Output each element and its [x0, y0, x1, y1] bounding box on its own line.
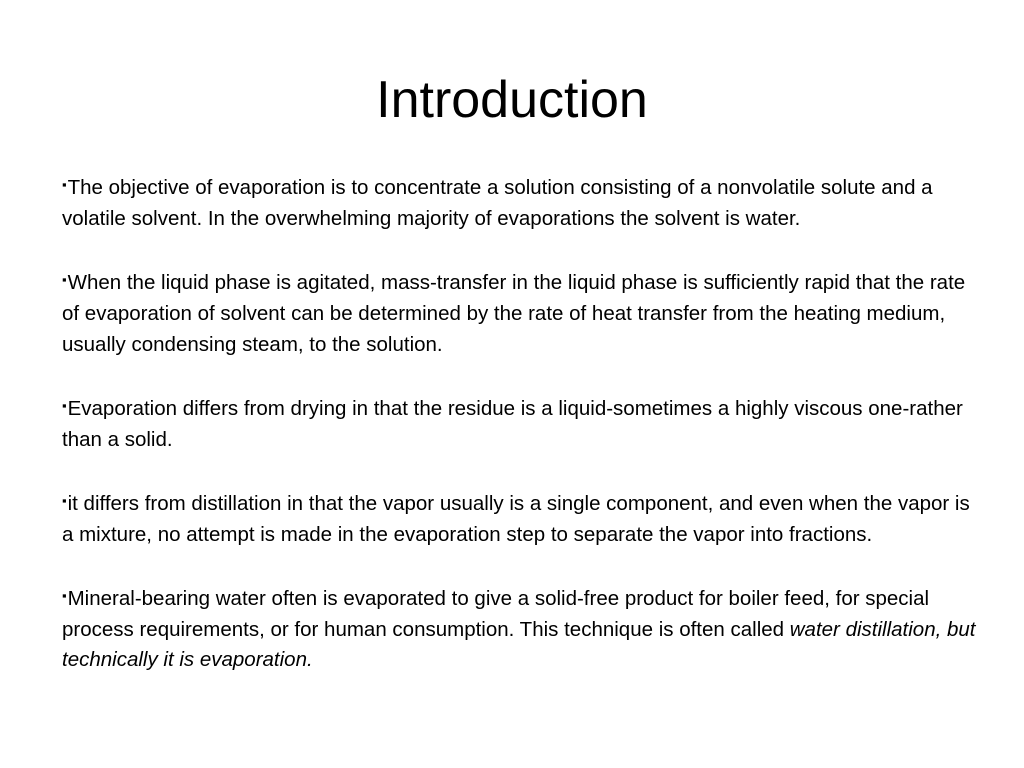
bullet-paragraph: [62, 265, 982, 360]
bullet-paragraph: [62, 486, 982, 550]
paragraph-text: it differs from distillation in that the vapor usually is a single component, and even when the vapor is a mixture, no attempt is made in the evaporation step to separate the vapor into fractions.: [62, 491, 970, 546]
paragraph-text: Mineral-bearing water often is evaporated to give a solid-free product for boiler feed, for special process requirements, or for human consumption. This technique is often called: [62, 587, 930, 641]
paragraph-italic-text: water distillation, but technically it is evaporation.: [62, 617, 976, 672]
bullet-icon: ▪: [62, 397, 67, 413]
paragraph-text: When the liquid phase is agitated, mass-transfer in the liquid phase is sufficiently rapid that the rate of evaporation of solvent can be determined by the rate of heat transfer from the heating medium, usually condensing steam, to the solution.: [62, 271, 966, 356]
bullet-paragraph: [62, 581, 982, 676]
slide-title: Introduction: [376, 71, 648, 129]
bullet-icon: ▪: [62, 492, 67, 508]
bullet-icon: ▪: [62, 177, 67, 192]
bullet-paragraph: [62, 170, 982, 234]
bullet-paragraph: [62, 391, 982, 455]
slide-body: [62, 170, 982, 676]
bullet-icon: ▪: [62, 588, 67, 604]
bullet-icon: ▪: [62, 272, 67, 288]
paragraph-text: Evaporation differs from drying in that the residue is a liquid-sometimes a highly viscous one-rather than a solid.: [62, 396, 963, 451]
paragraph-text: The objective of evaporation is to concentrate a solution consisting of a nonvolatile solute and a volatile solvent. In the overwhelming majority of evaporations the solvent is water.: [62, 176, 933, 230]
